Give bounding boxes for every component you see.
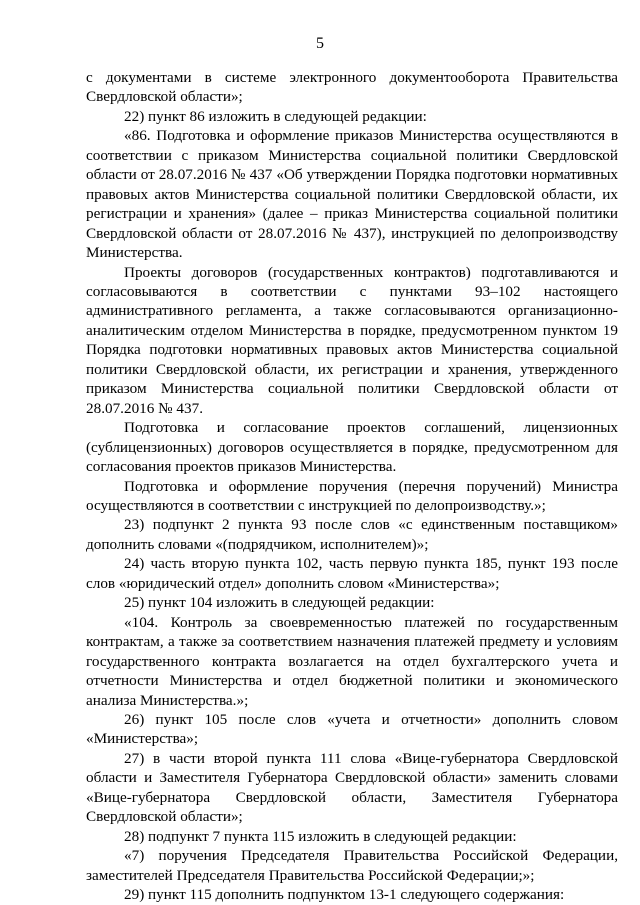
paragraph-item-27: 27) в части второй пункта 111 слова «Вице-губернатора Свердловской области и Заместителя Губернатора Свердловской области» заменить словами «Вице-губернатора Свердловской области, Заместителя Губернатора Свердловской области»; xyxy=(86,749,618,826)
paragraph-item-28: 28) подпункт 7 пункта 115 изложить в следующей редакции: xyxy=(124,827,517,845)
paragraph-item-23: 23) подпункт 2 пункта 93 после слов «с единственным поставщиком» дополнить словами «(подрядчиком, исполнителем)»; xyxy=(86,516,618,553)
paragraph-item-24: 24) часть вторую пункта 102, часть первую пункта 185, пункт 193 после слов «юридический отдел» дополнить словом «Министерства»; xyxy=(86,555,618,592)
paragraph-item-29: 29) пункт 115 дополнить подпунктом 13-1 следующего содержания: xyxy=(124,886,565,904)
page-number: 5 xyxy=(316,35,324,52)
paragraph-point-104: «104. Контроль за своевременностью платежей по государственным контрактам, а также за соответствием назначения платежей предмету и условиям государственного контракта возлагается на отдел бухгалтерского учета и отчетности Министерства и отдел бюджетной политики и экономического анализа Министерства.»; xyxy=(86,613,618,709)
paragraph-instructions: Подготовка и оформление поручения (перечня поручений) Министра осуществляются в соответствии с инструкцией по делопроизводству.»; xyxy=(86,477,618,514)
paragraph-item-22: 22) пункт 86 изложить в следующей редакции: xyxy=(124,107,427,125)
paragraph-agreements: Подготовка и согласование проектов соглашений, лицензионных (сублицензионных) договоров осуществляется в порядке, предусмотренном для согласования проектов приказов Министерства. xyxy=(86,419,618,476)
paragraph-item-26: 26) пункт 105 после слов «учета и отчетности» дополнить словом «Министерства»; xyxy=(86,710,618,748)
paragraph-contract-drafts: Проекты договоров (государственных контрактов) подготавливаются и согласовываются в соответствии с пунктами 93–102 настоящего административного регламента, а также согласовываются организационно-аналитическим отделом Министерства в порядке, предусмотренном пунктом 19 Порядка подготовки нормативных правовых актов Министерства социальной политики Свердловской области, их регистрации и хранения, утвержденного приказом Министерства социальной политики Свердловской области от 28.07.2016 № 437. xyxy=(86,263,618,417)
paragraph-point-86: «86. Подготовка и оформление приказов Министерства осуществляются в соответствии с приказом Министерства социальной политики Свердловской области от 28.07.2016 № 437 «Об утверждении Порядка подготовки нормативных правовых актов Министерства социальной политики Свердловской области, их регистрации и хранения» (далее – приказ Министерства социальной политики Свердловской области от 28.07.2016 № 437), инструкцией по делопроизводству Министерства. xyxy=(86,127,618,262)
paragraph-subpoint-7: «7) поручения Председателя Правительства Российской Федерации, заместителей Председателя Правительства Российской Федерации;»; xyxy=(86,847,618,884)
document-body xyxy=(86,68,618,904)
paragraph-continuation: с документами в системе электронного документооборота Правительства Свердловской области»; xyxy=(86,69,618,106)
paragraph-item-25: 25) пункт 104 изложить в следующей редакции: xyxy=(124,594,435,612)
